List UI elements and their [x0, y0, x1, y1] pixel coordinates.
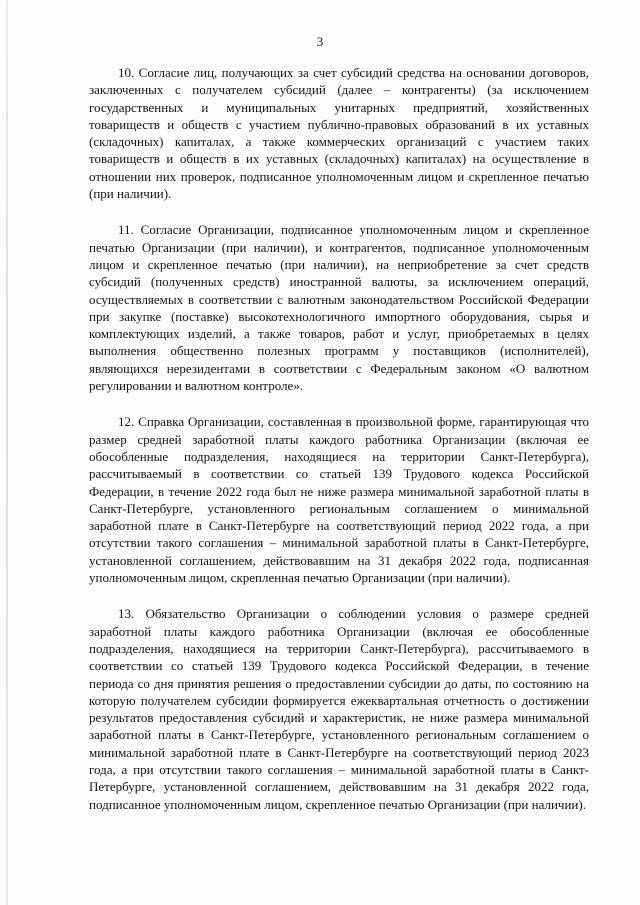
- scan-edge: [6, 0, 8, 905]
- paragraph-11: 11. Согласие Организации, подписанное уполномоченным лицом и скрепленное печатью Организации (при наличии), и контрагентов, подписанное уполномоченным лицом и скрепленное печатью (при наличии), на неприобретение за счет средств субсидий (полученных средств) иностранной валюты, за исключением операций, осуществляемых в соответствии с валютным законодательством Российской Федерации при закупке (поставке) высокотехнологичного импортного оборудования, сырья и комплектующих изделий, а также товаров, работ и услуг, приобретаемых в целях выполнения общественно полезных программ у поставщиков (исполнителей), являющихся нерезидентами в соответствии с Федеральным законом «О валютном регулировании и валютном контроле».: [89, 222, 589, 394]
- paragraph-13: 13. Обязательство Организации о соблюдении условия о размере средней заработной платы каждого работника Организации (включая ее обособленные подразделения, находящиеся на территории Санкт-Петербурга), рассчитываемого в соответствии со статьей 139 Трудового кодекса Российской Федерации, в течение периода со дня принятия решения о предоставлении субсидии до даты, по состоянию на которую получателем субсидии формируется ежеквартальная отчетность о достижении результатов предоставления субсидий и характеристик, не ниже размера минимальной заработной платы в Санкт-Петербурге, установленного региональным соглашением о минимальной заработной плате в Санкт-Петербурге на соответствующий период 2023 года, а при отсутствии такого соглашения – минимальной заработной платы в Санкт-Петербурге, установленной соглашением, действовавшим на 31 декабря 2022 года, подписанное уполномоченным лицом, скрепленное печатью Организации (при наличии).: [89, 606, 589, 812]
- document-body: [89, 64, 589, 832]
- paragraph-12: 12. Справка Организации, составленная в произвольной форме, гарантирующая что размер средней заработной платы каждого работника Организации (включая ее обособленные подразделения, находящиеся на территории Санкт-Петербурга), рассчитываемый в соответствии со статьей 139 Трудового кодекса Российской Федерации, в течение 2022 года был не ниже размера минимальной заработной платы в Санкт-Петербурге, установленного региональным соглашением о минимальной заработной плате в Санкт-Петербурге на соответствующий период 2022 года, а при отсутствии такого соглашения – минимальной заработной платы в Санкт-Петербурге, установленной соглашением, действовавшим на 31 декабря 2022 года, подписанная уполномоченным лицом, скрепленная печатью Организации (при наличии).: [89, 414, 589, 586]
- page-number: 3: [316, 34, 324, 49]
- paragraph-10: 10. Согласие лиц, получающих за счет субсидий средства на основании договоров, заключенных с получателем субсидий (далее – контрагенты) (за исключением государственных и муниципальных унитарных предприятий, хозяйственных товариществ и обществ с участием публично-правовых образований в их уставных (складочных) капиталах, а также коммерческих организаций с участием таких товариществ и обществ в их уставных (складочных) капиталах) на осуществление в отношении них проверок, подписанное уполномоченным лицом и скрепленное печатью (при наличии).: [89, 65, 589, 202]
